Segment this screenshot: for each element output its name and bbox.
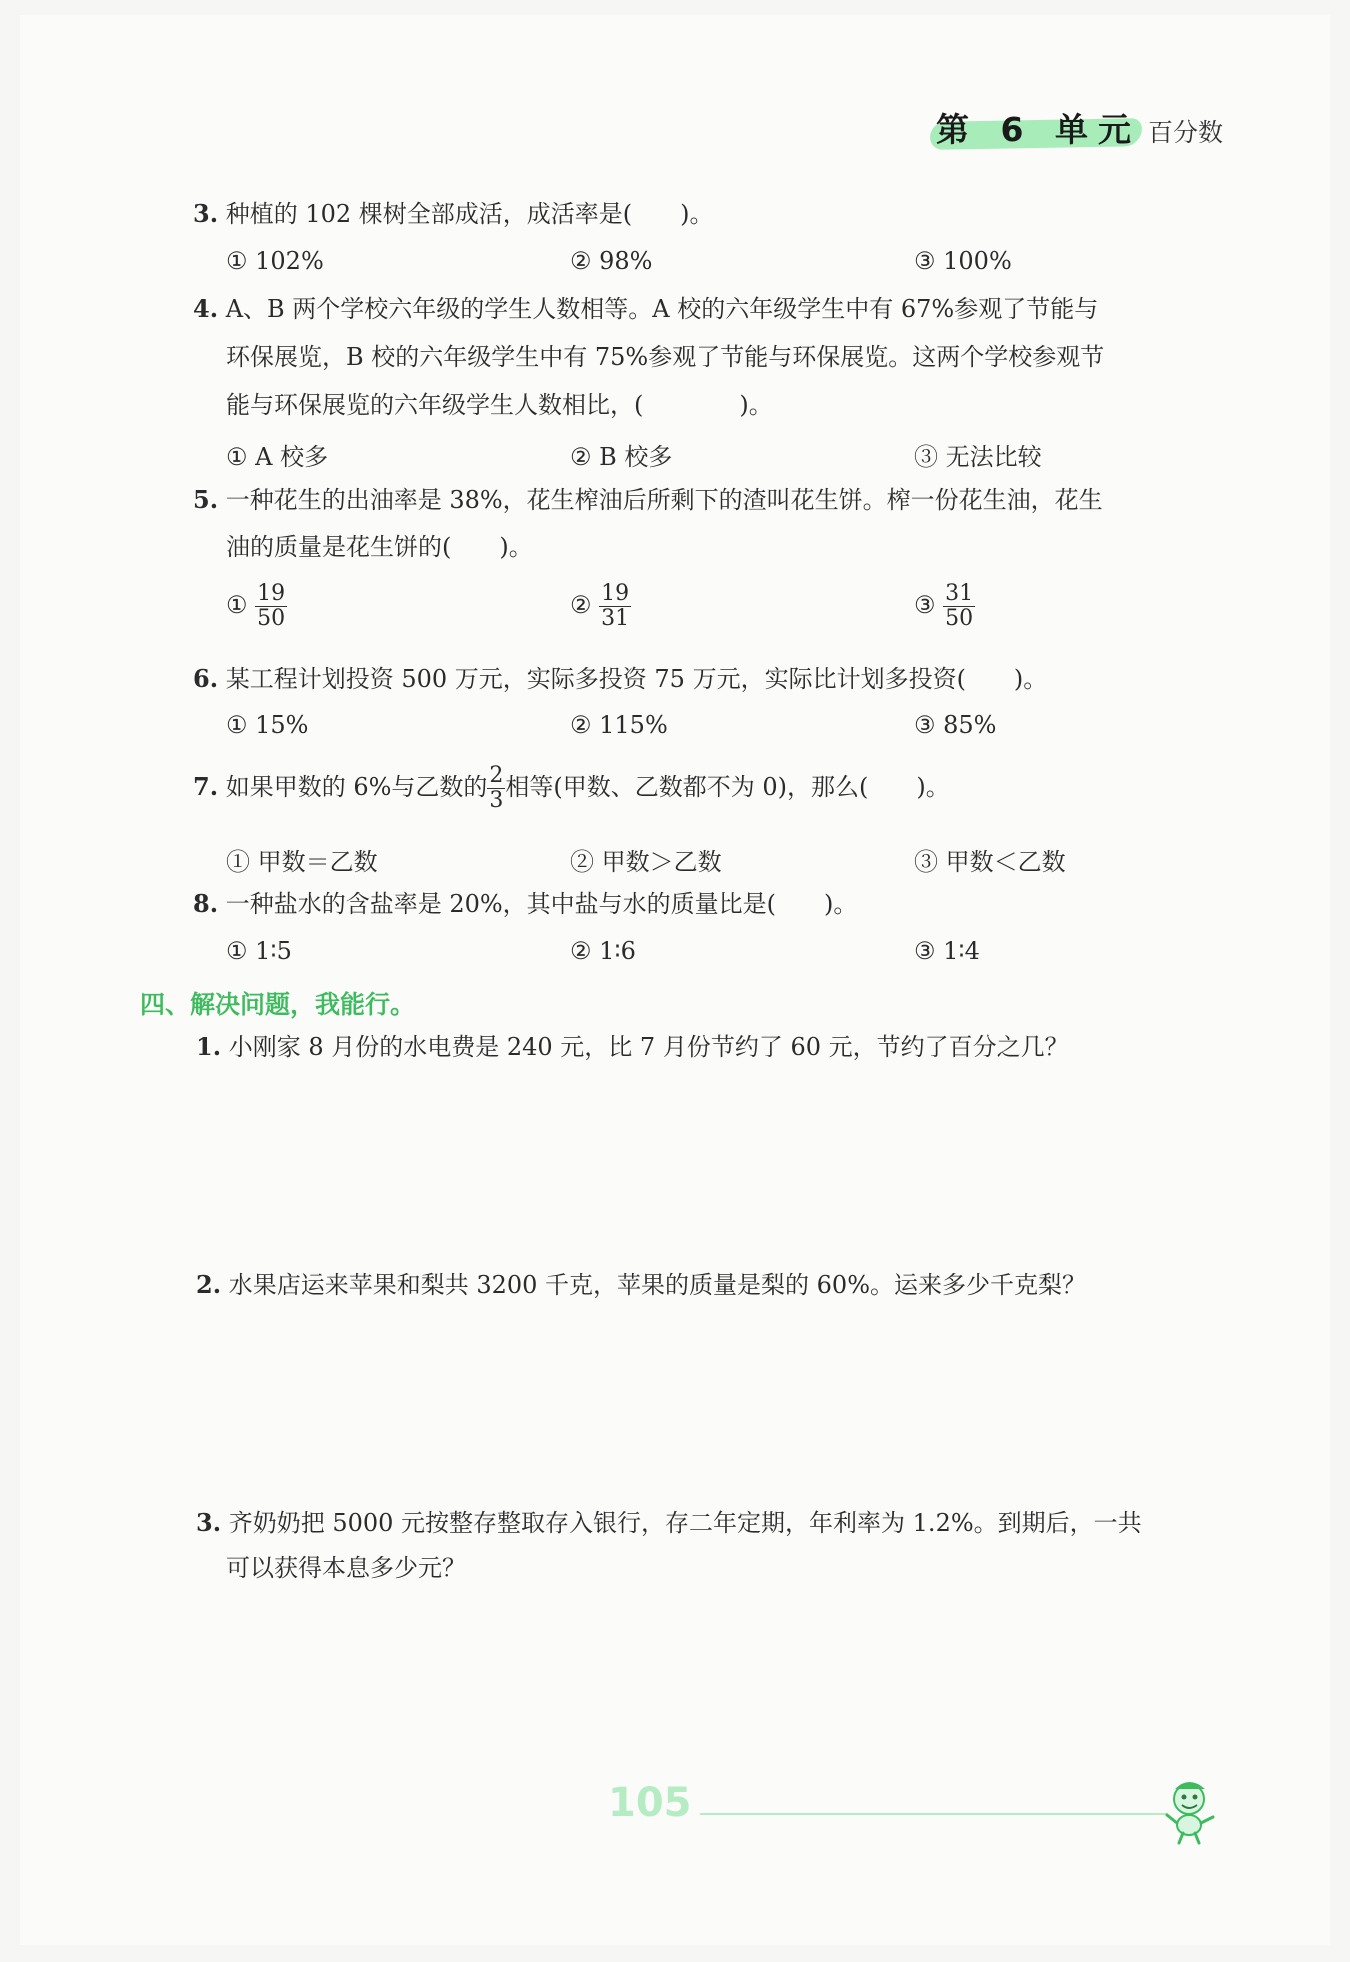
unit-title: 第 6 单元	[936, 110, 1141, 149]
denominator: 50	[945, 606, 974, 631]
mascot-icon	[1155, 1775, 1225, 1845]
option-1: ① 甲数＝乙数	[226, 848, 378, 876]
option-2: ② 115%	[570, 711, 668, 739]
question-text: 种植的 102 棵树全部成活，成活率是( )。	[225, 200, 714, 228]
option-1: ① 1∶5	[226, 937, 292, 965]
page-number: 105	[608, 1780, 692, 1826]
problem-number: 2.	[196, 1270, 222, 1299]
denominator: 3	[489, 788, 504, 813]
question-text: 一种盐水的含盐率是 20%，其中盐与水的质量比是( )。	[225, 890, 858, 918]
question-number: 4.	[193, 294, 219, 323]
numerator: 19	[257, 581, 286, 606]
question-5	[193, 485, 1103, 515]
problem-text: 小刚家 8 月份的水电费是 240 元，比 7 月份节约了 60 元，节约了百分之几？	[228, 1033, 1069, 1061]
problem-text-line: 可以获得本息多少元？	[226, 1554, 466, 1582]
fraction	[487, 764, 505, 813]
question-text-post: 相等(甲数、乙数都不为 0)，那么( )。	[505, 773, 950, 801]
problem-number: 1.	[196, 1032, 222, 1061]
option-mark: ①	[226, 591, 248, 619]
question-text: A、B 两个学校六年级的学生人数相等。A 校的六年级学生中有 67%参观了节能与	[225, 295, 1099, 323]
option-3: ③ 甲数＜乙数	[914, 848, 1066, 876]
fraction	[255, 582, 287, 631]
question-number: 8.	[193, 889, 219, 918]
fraction	[943, 582, 975, 631]
fraction	[599, 582, 631, 631]
option-1: ① A 校多	[226, 443, 329, 471]
option-mark: ③	[914, 591, 936, 619]
question-7	[193, 762, 950, 813]
section-heading: 四、解决问题，我能行。	[140, 990, 416, 1019]
option-1	[226, 582, 287, 631]
question-text-line: 油的质量是花生饼的( )。	[226, 533, 533, 561]
option-3: ③ 无法比较	[914, 443, 1042, 471]
numerator: 31	[945, 581, 974, 606]
numerator: 2	[489, 763, 504, 788]
numerator: 19	[601, 581, 630, 606]
option-3: ③ 85%	[914, 711, 997, 739]
option-1: ① 102%	[226, 247, 324, 275]
option-2: ② 甲数＞乙数	[570, 848, 722, 876]
question-8	[193, 889, 857, 919]
option-mark: ②	[570, 591, 592, 619]
option-2	[570, 582, 631, 631]
problem-text: 齐奶奶把 5000 元按整存整取存入银行，存二年定期，年利率为 1.2%。到期后，一共	[228, 1509, 1142, 1537]
question-number: 5.	[193, 485, 219, 514]
question-3	[193, 199, 714, 229]
denominator: 50	[257, 606, 286, 631]
question-text: 一种花生的出油率是 38%，花生榨油后所剩下的渣叫花生饼。榨一份花生油，花生	[225, 486, 1103, 514]
question-number: 7.	[193, 772, 219, 801]
question-text-line: 环保展览，B 校的六年级学生中有 75%参观了节能与环保展览。这两个学校参观节	[226, 343, 1105, 371]
denominator: 31	[601, 606, 630, 631]
unit-header	[930, 100, 1250, 160]
option-2: ② 1∶6	[570, 937, 636, 965]
question-number: 3.	[193, 199, 219, 228]
question-4	[193, 294, 1098, 324]
question-6	[193, 664, 1047, 694]
option-1: ① 15%	[226, 711, 309, 739]
problem-1	[196, 1032, 1069, 1062]
option-2: ② B 校多	[570, 443, 673, 471]
option-3: ③ 100%	[914, 247, 1012, 275]
question-number: 6.	[193, 664, 219, 693]
option-2: ② 98%	[570, 247, 653, 275]
question-text-line: 能与环保展览的六年级学生人数相比，( )。	[226, 391, 773, 419]
problem-2	[196, 1270, 1086, 1300]
problem-number: 3.	[196, 1508, 222, 1537]
problem-text: 水果店运来苹果和梨共 3200 千克，苹果的质量是梨的 60%。运来多少千克梨？	[228, 1271, 1087, 1299]
unit-subtitle: 百分数	[1148, 118, 1224, 147]
question-text: 某工程计划投资 500 万元，实际多投资 75 万元，实际比计划多投资( )。	[225, 665, 1048, 693]
question-text-pre: 如果甲数的 6%与乙数的	[225, 773, 488, 801]
option-3	[914, 582, 975, 631]
problem-3	[196, 1508, 1142, 1538]
option-3: ③ 1∶4	[914, 937, 980, 965]
footer-rule	[700, 1813, 1168, 1815]
